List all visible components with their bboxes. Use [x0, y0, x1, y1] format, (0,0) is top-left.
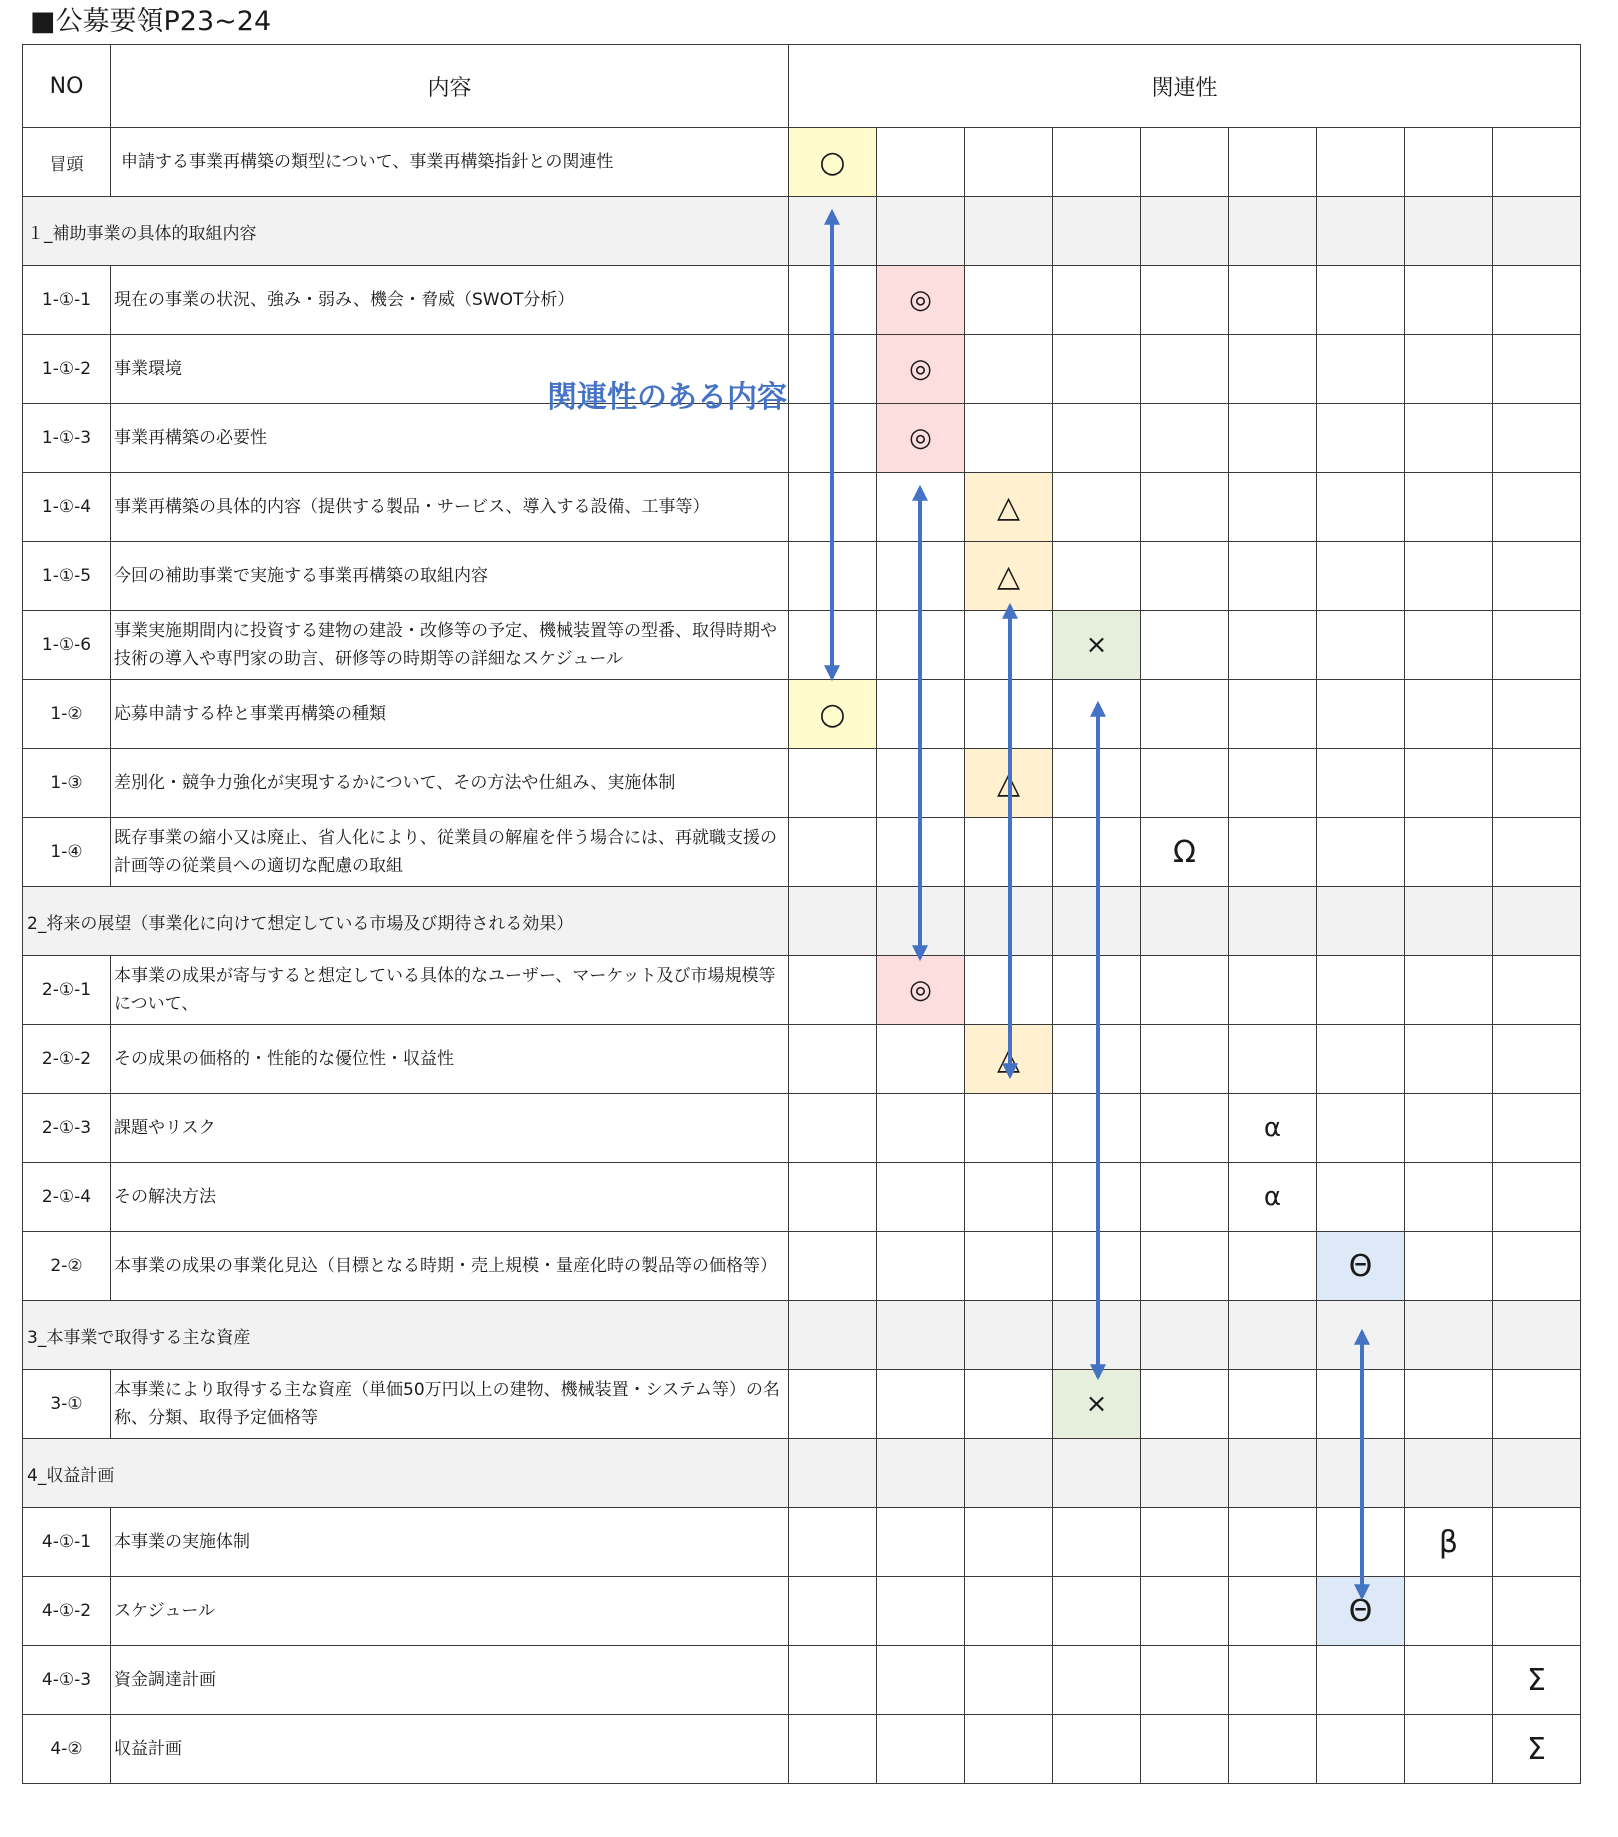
- relevance-cell: [877, 473, 965, 542]
- relevance-cell: [789, 1163, 877, 1232]
- relevance-cell: [877, 1025, 965, 1094]
- relevance-cell: [1405, 1163, 1493, 1232]
- relevance-cell: [1405, 404, 1493, 473]
- relevance-cell: [1405, 1715, 1493, 1784]
- relevance-cell: [1229, 1301, 1317, 1370]
- relevance-cell: [1317, 1439, 1405, 1508]
- row-number: 3-①: [23, 1370, 111, 1439]
- relevance-cell: [1053, 1577, 1141, 1646]
- row-content: その成果の価格的・性能的な優位性・収益性: [111, 1025, 789, 1094]
- relevance-cell: [1141, 1163, 1229, 1232]
- row-number: 1-①-4: [23, 473, 111, 542]
- relevance-cell: [1053, 1508, 1141, 1577]
- relevance-cell: [789, 611, 877, 680]
- relevance-cell: [965, 956, 1053, 1025]
- relevance-cell: [965, 197, 1053, 266]
- relevance-cell: [1141, 1646, 1229, 1715]
- relevance-cell: [1141, 1025, 1229, 1094]
- relevance-cell: [1317, 887, 1405, 956]
- relevance-cell: [965, 680, 1053, 749]
- callout-label: 関連性のある内容: [547, 380, 787, 415]
- relevance-cell: [789, 818, 877, 887]
- relevance-cell: [965, 1094, 1053, 1163]
- relevance-cell: [1229, 197, 1317, 266]
- relevance-cell: [965, 611, 1053, 680]
- row-content: 本事業の成果が寄与すると想定している具体的なユーザー、マーケット及び市場規模等について、: [111, 956, 789, 1025]
- relevance-mark: ×: [1053, 611, 1141, 680]
- relevance-cell: [1141, 197, 1229, 266]
- row-content: 本事業により取得する主な資産（単価50万円以上の建物、機械装置・システム等）の名称、分類、取得予定価格等: [111, 1370, 789, 1439]
- relevance-mark: β: [1405, 1508, 1493, 1577]
- relevance-cell: [789, 404, 877, 473]
- relevance-mark: Ω: [1141, 818, 1229, 887]
- relevance-cell: [877, 1715, 965, 1784]
- table-row: [23, 956, 1581, 1025]
- relevance-cell: [1053, 1715, 1141, 1784]
- relevance-cell: [877, 1577, 965, 1646]
- row-number: 1-①-6: [23, 611, 111, 680]
- relevance-cell: [1141, 1439, 1229, 1508]
- relevance-cell: [965, 1508, 1053, 1577]
- relevance-cell: [789, 887, 877, 956]
- relevance-cell: [1405, 128, 1493, 197]
- relevance-cell: [877, 1370, 965, 1439]
- row-content: 収益計画: [111, 1715, 789, 1784]
- relevance-cell: [1405, 818, 1493, 887]
- relevance-cell: [1053, 1646, 1141, 1715]
- relevance-cell: [1141, 266, 1229, 335]
- relevance-mark: ◎: [877, 335, 965, 404]
- relevance-cell: [789, 1232, 877, 1301]
- relevance-cell: [1493, 1301, 1581, 1370]
- relevance-cell: [1317, 1370, 1405, 1439]
- relevance-cell: [1229, 335, 1317, 404]
- relevance-cell: [1317, 818, 1405, 887]
- relevance-cell: [789, 1094, 877, 1163]
- relevance-cell: [1493, 1577, 1581, 1646]
- row-content: 事業実施期間内に投資する建物の建設・改修等の予定、機械装置等の型番、取得時期や技術の導入や専門家の助言、研修等の時期等の詳細なスケジュール: [111, 611, 789, 680]
- row-number: 冒頭: [23, 128, 111, 197]
- relevance-cell: [1493, 1232, 1581, 1301]
- relevance-cell: [1053, 1232, 1141, 1301]
- relevance-cell: [1317, 1301, 1405, 1370]
- relevance-cell: [789, 1025, 877, 1094]
- relevance-cell: [1405, 1025, 1493, 1094]
- relevance-cell: [1317, 611, 1405, 680]
- relevance-cell: [1317, 956, 1405, 1025]
- relevance-cell: [965, 1646, 1053, 1715]
- relevance-cell: [1053, 680, 1141, 749]
- relevance-cell: [1317, 749, 1405, 818]
- row-number: 4-①-3: [23, 1646, 111, 1715]
- relevance-cell: [1317, 473, 1405, 542]
- relevance-cell: [1229, 404, 1317, 473]
- relevance-cell: [1053, 128, 1141, 197]
- relevance-mark: △: [965, 542, 1053, 611]
- row-number: 2-①-2: [23, 1025, 111, 1094]
- relevance-cell: [1229, 611, 1317, 680]
- relevance-cell: [1317, 1163, 1405, 1232]
- relevance-cell: [1053, 956, 1141, 1025]
- relevance-cell: [1141, 1508, 1229, 1577]
- relevance-table: [22, 44, 1581, 1784]
- table-row: [23, 335, 1581, 404]
- relevance-cell: [1053, 1439, 1141, 1508]
- relevance-cell: [1405, 266, 1493, 335]
- relevance-cell: [1493, 1370, 1581, 1439]
- relevance-cell: [789, 1439, 877, 1508]
- relevance-cell: [965, 404, 1053, 473]
- table-row: [23, 404, 1581, 473]
- relevance-cell: [1317, 680, 1405, 749]
- relevance-cell: [1405, 749, 1493, 818]
- row-number: 1-④: [23, 818, 111, 887]
- relevance-cell: [789, 335, 877, 404]
- row-content: スケジュール: [111, 1577, 789, 1646]
- relevance-cell: [1053, 266, 1141, 335]
- relevance-mark: ◎: [877, 404, 965, 473]
- relevance-cell: [1317, 404, 1405, 473]
- table-row: [23, 749, 1581, 818]
- table-row: [23, 1646, 1581, 1715]
- relevance-cell: [1405, 1370, 1493, 1439]
- row-content: 既存事業の縮小又は廃止、省人化により、従業員の解雇を伴う場合には、再就職支援の計画等の従業員への適切な配慮の取組: [111, 818, 789, 887]
- relevance-cell: [1493, 197, 1581, 266]
- relevance-mark: △: [965, 1025, 1053, 1094]
- relevance-cell: [1053, 1301, 1141, 1370]
- row-content: 事業再構築の具体的内容（提供する製品・サービス、導入する設備、工事等）: [111, 473, 789, 542]
- relevance-cell: [1317, 128, 1405, 197]
- header-no: NO: [23, 45, 111, 128]
- relevance-cell: [789, 197, 877, 266]
- table-row: [23, 1715, 1581, 1784]
- relevance-cell: [1493, 542, 1581, 611]
- relevance-cell: [1053, 1025, 1141, 1094]
- relevance-cell: [1405, 335, 1493, 404]
- relevance-cell: [877, 542, 965, 611]
- relevance-cell: [1493, 473, 1581, 542]
- relevance-cell: [789, 266, 877, 335]
- relevance-cell: [1317, 266, 1405, 335]
- row-content: 差別化・競争力強化が実現するかについて、その方法や仕組み、実施体制: [111, 749, 789, 818]
- table-row: [23, 473, 1581, 542]
- relevance-cell: [1053, 1163, 1141, 1232]
- relevance-cell: [1405, 1094, 1493, 1163]
- relevance-cell: [1053, 473, 1141, 542]
- relevance-cell: [1405, 887, 1493, 956]
- relevance-cell: [965, 335, 1053, 404]
- relevance-cell: [1317, 335, 1405, 404]
- row-number: 2-①-4: [23, 1163, 111, 1232]
- relevance-cell: [1493, 1163, 1581, 1232]
- relevance-cell: [1405, 611, 1493, 680]
- relevance-cell: [1141, 335, 1229, 404]
- row-content: 申請する事業再構築の類型について、事業再構築指針との関連性: [111, 128, 789, 197]
- relevance-cell: [965, 1439, 1053, 1508]
- row-number: 4-②: [23, 1715, 111, 1784]
- relevance-mark: ◎: [877, 956, 965, 1025]
- relevance-cell: [1229, 818, 1317, 887]
- section-label: 4_収益計画: [23, 1439, 789, 1508]
- relevance-cell: [789, 1301, 877, 1370]
- table-row: [23, 542, 1581, 611]
- relevance-cell: [1317, 197, 1405, 266]
- relevance-cell: [1053, 335, 1141, 404]
- relevance-cell: [877, 611, 965, 680]
- relevance-cell: [1053, 749, 1141, 818]
- relevance-cell: [1317, 1508, 1405, 1577]
- header-content: 内容: [111, 45, 789, 128]
- relevance-cell: [789, 473, 877, 542]
- relevance-cell: [1405, 197, 1493, 266]
- relevance-cell: [1405, 1646, 1493, 1715]
- relevance-cell: [1141, 1715, 1229, 1784]
- relevance-cell: [1229, 887, 1317, 956]
- row-number: 1-②: [23, 680, 111, 749]
- relevance-cell: [789, 542, 877, 611]
- relevance-cell: [1229, 749, 1317, 818]
- relevance-cell: [877, 1646, 965, 1715]
- relevance-cell: [1229, 1577, 1317, 1646]
- relevance-cell: [1493, 680, 1581, 749]
- table-row: [23, 818, 1581, 887]
- table-row: [23, 1025, 1581, 1094]
- relevance-cell: [965, 1577, 1053, 1646]
- relevance-cell: [1229, 1715, 1317, 1784]
- relevance-cell: [1229, 1370, 1317, 1439]
- relevance-cell: [965, 1163, 1053, 1232]
- row-content: 現在の事業の状況、強み・弱み、機会・脅威（SWOT分析）: [111, 266, 789, 335]
- relevance-mark: ○: [789, 128, 877, 197]
- relevance-cell: [789, 1370, 877, 1439]
- row-content: 事業環境: [111, 335, 789, 404]
- row-number: 1-①-2: [23, 335, 111, 404]
- relevance-cell: [1141, 404, 1229, 473]
- relevance-cell: [1405, 1577, 1493, 1646]
- relevance-cell: [1141, 611, 1229, 680]
- row-content: 資金調達計画: [111, 1646, 789, 1715]
- relevance-cell: [1053, 542, 1141, 611]
- relevance-cell: [1493, 335, 1581, 404]
- relevance-cell: [877, 1439, 965, 1508]
- relevance-mark: Θ: [1317, 1577, 1405, 1646]
- relevance-cell: [789, 1577, 877, 1646]
- relevance-cell: [1141, 680, 1229, 749]
- table-row: [23, 1163, 1581, 1232]
- relevance-cell: [1141, 473, 1229, 542]
- relevance-cell: [1493, 404, 1581, 473]
- section-label: １_補助事業の具体的取組内容: [23, 197, 789, 266]
- relevance-cell: [1053, 404, 1141, 473]
- table-row: [23, 1232, 1581, 1301]
- relevance-cell: [1405, 1232, 1493, 1301]
- relevance-mark: α: [1229, 1163, 1317, 1232]
- table-row: [23, 1508, 1581, 1577]
- relevance-cell: [1405, 956, 1493, 1025]
- relevance-cell: [877, 1301, 965, 1370]
- row-number: 2-①-3: [23, 1094, 111, 1163]
- relevance-cell: [1141, 887, 1229, 956]
- relevance-cell: [1229, 1439, 1317, 1508]
- page-title: ■公募要領P23~24: [30, 6, 272, 37]
- section-label: 3_本事業で取得する主な資産: [23, 1301, 789, 1370]
- relevance-cell: [1229, 1232, 1317, 1301]
- relevance-cell: [1317, 1646, 1405, 1715]
- relevance-cell: [877, 128, 965, 197]
- section-row: [23, 1301, 1581, 1370]
- relevance-cell: [877, 818, 965, 887]
- table-row: [23, 1577, 1581, 1646]
- relevance-cell: [1493, 611, 1581, 680]
- relevance-cell: [1229, 956, 1317, 1025]
- row-number: 1-①-1: [23, 266, 111, 335]
- relevance-cell: [877, 1508, 965, 1577]
- row-number: 1-①-3: [23, 404, 111, 473]
- relevance-cell: [1493, 1508, 1581, 1577]
- relevance-cell: [965, 266, 1053, 335]
- row-number: 1-③: [23, 749, 111, 818]
- relevance-cell: [1053, 1094, 1141, 1163]
- relevance-cell: [1317, 1715, 1405, 1784]
- relevance-cell: [1229, 266, 1317, 335]
- row-content: その解決方法: [111, 1163, 789, 1232]
- relevance-cell: [1141, 128, 1229, 197]
- relevance-cell: [965, 818, 1053, 887]
- relevance-cell: [1229, 1025, 1317, 1094]
- relevance-cell: [1229, 680, 1317, 749]
- relevance-cell: [877, 197, 965, 266]
- section-row: [23, 1439, 1581, 1508]
- relevance-mark: Θ: [1317, 1232, 1405, 1301]
- relevance-cell: [877, 1094, 965, 1163]
- relevance-cell: [965, 1715, 1053, 1784]
- row-content: 本事業の実施体制: [111, 1508, 789, 1577]
- relevance-cell: [1141, 1370, 1229, 1439]
- section-label: 2_将来の展望（事業化に向けて想定している市場及び期待される効果）: [23, 887, 789, 956]
- row-number: 4-①-2: [23, 1577, 111, 1646]
- header-row: [23, 45, 1581, 128]
- relevance-cell: [1493, 266, 1581, 335]
- relevance-mark: Σ: [1493, 1646, 1581, 1715]
- relevance-cell: [1317, 1025, 1405, 1094]
- row-number: 2-②: [23, 1232, 111, 1301]
- relevance-cell: [1229, 1646, 1317, 1715]
- relevance-cell: [1053, 197, 1141, 266]
- relevance-cell: [1493, 749, 1581, 818]
- relevance-cell: [1229, 1508, 1317, 1577]
- relevance-cell: [1317, 1094, 1405, 1163]
- relevance-cell: [965, 1370, 1053, 1439]
- relevance-cell: [789, 1715, 877, 1784]
- relevance-cell: [789, 1508, 877, 1577]
- relevance-cell: [1493, 887, 1581, 956]
- relevance-mark: ◎: [877, 266, 965, 335]
- table-row: [23, 680, 1581, 749]
- relevance-cell: [877, 680, 965, 749]
- row-number: 2-①-1: [23, 956, 111, 1025]
- table-row: [23, 611, 1581, 680]
- relevance-mark: Σ: [1493, 1715, 1581, 1784]
- relevance-cell: [877, 749, 965, 818]
- relevance-cell: [1405, 542, 1493, 611]
- relevance-cell: [1141, 1577, 1229, 1646]
- relevance-cell: [1493, 818, 1581, 887]
- relevance-cell: [1493, 1094, 1581, 1163]
- relevance-cell: [1493, 956, 1581, 1025]
- header-relevance: 関連性: [789, 45, 1581, 128]
- relevance-cell: [1229, 473, 1317, 542]
- relevance-cell: [1141, 1301, 1229, 1370]
- row-number: 1-①-5: [23, 542, 111, 611]
- relevance-cell: [789, 956, 877, 1025]
- row-content: 課題やリスク: [111, 1094, 789, 1163]
- relevance-cell: [1141, 956, 1229, 1025]
- row-content: 事業再構築の必要性: [111, 404, 789, 473]
- relevance-mark: ×: [1053, 1370, 1141, 1439]
- relevance-cell: [877, 887, 965, 956]
- relevance-cell: [1141, 749, 1229, 818]
- section-row: [23, 197, 1581, 266]
- relevance-mark: △: [965, 473, 1053, 542]
- relevance-cell: [1493, 128, 1581, 197]
- relevance-mark: α: [1229, 1094, 1317, 1163]
- relevance-cell: [1053, 818, 1141, 887]
- relevance-cell: [1405, 680, 1493, 749]
- relevance-cell: [965, 1301, 1053, 1370]
- relevance-cell: [1141, 1232, 1229, 1301]
- relevance-cell: [1493, 1025, 1581, 1094]
- relevance-cell: [877, 1163, 965, 1232]
- table-row: [23, 266, 1581, 335]
- section-row: [23, 887, 1581, 956]
- relevance-cell: [1317, 542, 1405, 611]
- relevance-cell: [965, 128, 1053, 197]
- row-number: 4-①-1: [23, 1508, 111, 1577]
- relevance-cell: [1229, 542, 1317, 611]
- table-row: [23, 1094, 1581, 1163]
- relevance-cell: [1141, 1094, 1229, 1163]
- relevance-mark: △: [965, 749, 1053, 818]
- table-row: [23, 128, 1581, 197]
- relevance-cell: [965, 1232, 1053, 1301]
- relevance-cell: [965, 887, 1053, 956]
- row-content: 今回の補助事業で実施する事業再構築の取組内容: [111, 542, 789, 611]
- relevance-cell: [1141, 542, 1229, 611]
- relevance-cell: [1405, 1301, 1493, 1370]
- relevance-cell: [789, 749, 877, 818]
- relevance-cell: [877, 1232, 965, 1301]
- relevance-cell: [1493, 1439, 1581, 1508]
- relevance-mark: ○: [789, 680, 877, 749]
- relevance-cell: [789, 1646, 877, 1715]
- row-content: 本事業の成果の事業化見込（目標となる時期・売上規模・量産化時の製品等の価格等）: [111, 1232, 789, 1301]
- relevance-cell: [1229, 128, 1317, 197]
- relevance-cell: [1405, 473, 1493, 542]
- relevance-cell: [1405, 1439, 1493, 1508]
- table-row: [23, 1370, 1581, 1439]
- relevance-cell: [1053, 887, 1141, 956]
- row-content: 応募申請する枠と事業再構築の種類: [111, 680, 789, 749]
